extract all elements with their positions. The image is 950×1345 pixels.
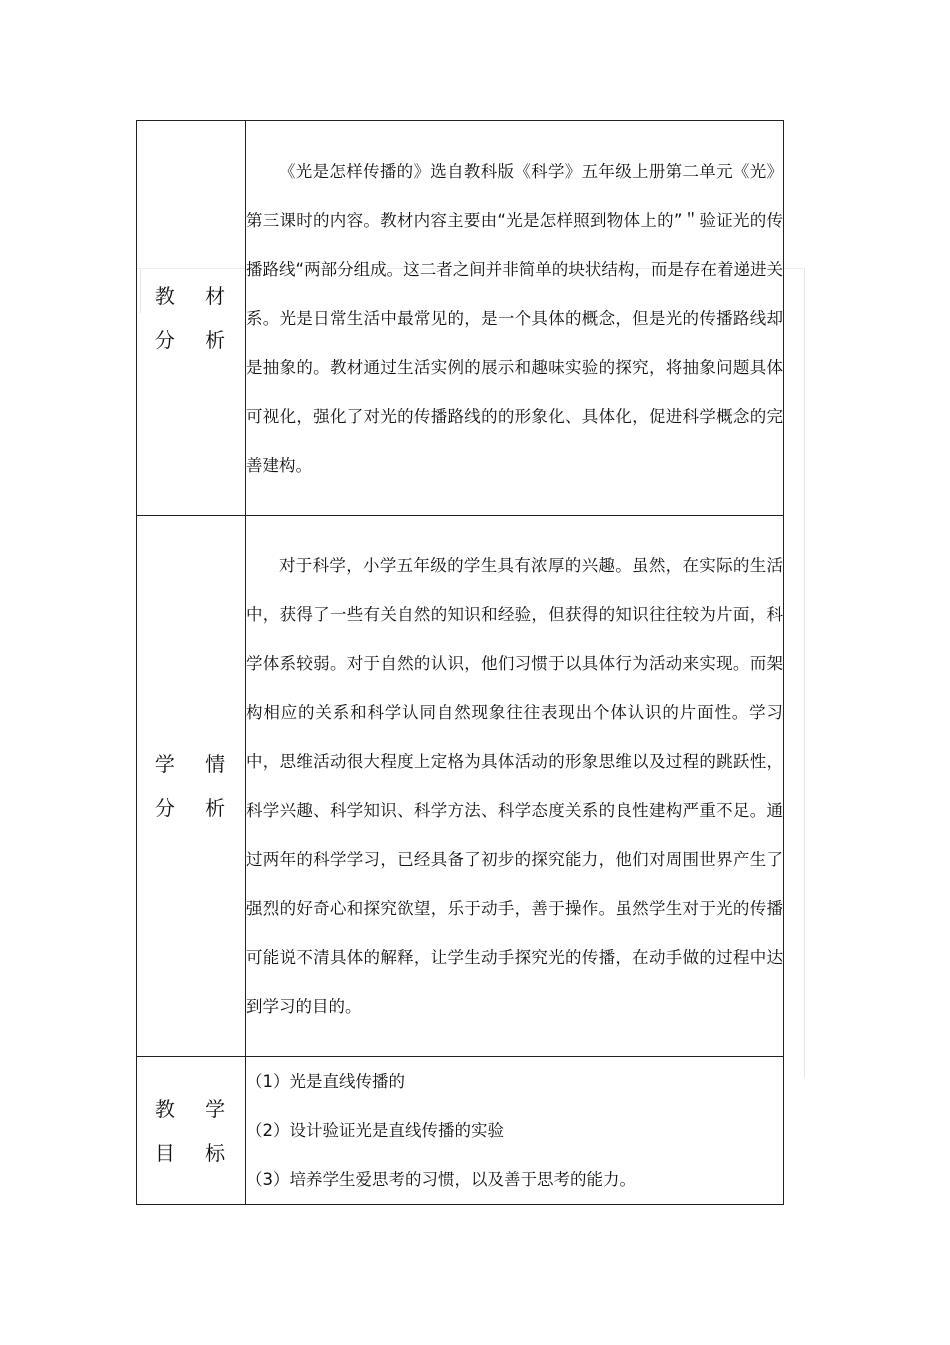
scan-artifact-line [804,268,805,1078]
student-analysis-content [246,516,784,1057]
teaching-goals-content [246,1057,784,1205]
lesson-plan-sheet [136,120,784,1205]
row-label-line: 教 材 [154,284,238,308]
table-row [137,516,784,1057]
row-label-line: 学 情 [154,752,238,776]
goal-item: （2）设计验证光是直线传播的实验 [246,1121,504,1140]
row-label-line: 分 析 [154,328,238,352]
textbook-analysis-paragraph: 《光是怎样传播的》选自教科版《科学》五年级上册第二单元《光》第三课时的内容。教材内容主要由“光是怎样照到物体上的”＂验证光的传播路线“两部分组成。这二者之间并非简单的块状结构，而是存在着递进关系。光是日常生活中最常见的，是一个具体的概念，但是光的传播路线却是抽象的。教材通过生活实例的展示和趣味实验的探究，将抽象问题具体可视化，强化了对光的传播路线的的形象化、具体化，促进科学概念的完善建构。 [246,161,783,475]
row-label-teaching-goals [137,1057,246,1205]
goal-item: （3）培养学生爱思考的习惯，以及善于思考的能力。 [246,1170,636,1189]
row-label-textbook-analysis [137,121,246,516]
table-row [137,1057,784,1205]
textbook-analysis-content [246,121,784,516]
row-label-student-analysis [137,516,246,1057]
student-analysis-paragraph: 对于科学，小学五年级的学生具有浓厚的兴趣。虽然，在实际的生活中，获得了一些有关自然的知识和经验，但获得的知识往往较为片面，科学体系较弱。对于自然的认识，他们习惯于以具体行为活动来实现。而架构相应的关系和科学认同自然现象往往表现出个体认识的片面性。学习中，思维活动很大程度上定格为具体活动的形象思维以及过程的跳跃性，科学兴趣、科学知识、科学方法、科学态度关系的良性建构严重不足。通过两年的科学学习，已经具备了初步的探究能力，他们对周围世界产生了强烈的好奇心和探究欲望，乐于动手，善于操作。虽然学生对于光的传播可能说不清具体的解释，让学生动手探究光的传播，在动手做的过程中达到学习的目的。 [246,556,783,1016]
goal-item: （1）光是直线传播的 [246,1072,405,1091]
lesson-plan-table [136,120,784,1205]
row-label-line: 教 学 [154,1096,238,1121]
row-label-line: 目 标 [154,1140,238,1165]
table-row [137,121,784,516]
row-label-line: 分 析 [154,796,238,820]
